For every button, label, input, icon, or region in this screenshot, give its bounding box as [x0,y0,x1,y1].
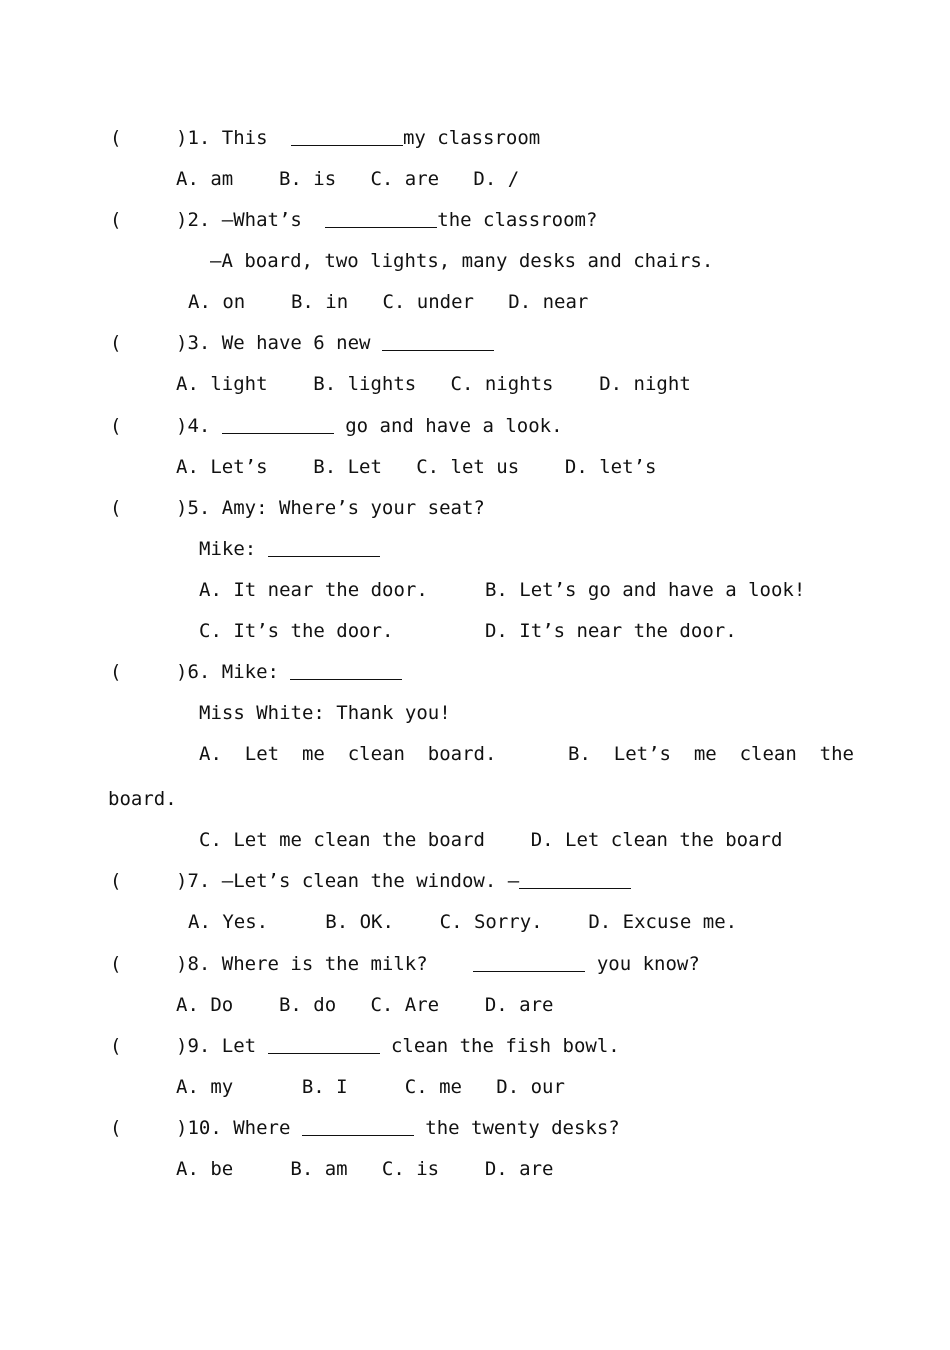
answer-paren: ( [110,1117,122,1139]
answer-paren: ( [110,415,122,437]
answer-blank[interactable] [519,870,631,889]
question-5: )5. Amy: Where’s your seat? [176,497,485,519]
answer-blank[interactable] [291,127,403,146]
answer-blank[interactable] [473,953,585,972]
question-1-options: A. am B. is C. are D. / [176,168,520,190]
question-8: )8. Where is the milk? you know? [176,953,700,975]
question-5-options-b: C. It’s the door. D. It’s near the door. [199,620,737,642]
question-8-options: A. Do B. do C. Are D. are [176,994,554,1016]
answer-paren: ( [110,497,122,519]
answer-blank[interactable] [290,661,402,680]
question-6-option-b: B. Let’s me clean the [568,743,854,765]
question-6-response: Miss White: Thank you! [199,702,451,724]
answer-paren: ( [110,953,122,975]
answer-paren: ( [110,209,122,231]
answer-blank[interactable] [302,1117,414,1136]
answer-blank[interactable] [222,415,334,434]
answer-paren: ( [110,332,122,354]
answer-paren: ( [110,1035,122,1057]
question-6-option-b-wrap: board. [108,788,177,810]
question-2-answer-line: —A board, two lights, many desks and chairs. [210,250,714,272]
question-6: )6. Mike: [176,660,402,684]
question-6-options-cd: C. Let me clean the board D. Let clean the board [199,829,783,851]
question-7: )7. —Let’s clean the window. — [176,869,631,893]
answer-blank[interactable] [325,209,437,228]
question-7-options: A. Yes. B. OK. C. Sorry. D. Excuse me. [188,911,738,933]
question-2: )2. —What’s the classroom? [176,209,598,231]
question-2-options: A. on B. in C. under D. near [188,291,589,313]
answer-blank[interactable] [382,332,494,351]
question-4-options: A. Let’s B. Let C. let us D. let’s [176,456,657,478]
question-5-options-a: A. It near the door. B. Let’s go and have a look! [199,579,806,601]
question-3-options: A. light B. lights C. nights D. night [176,373,691,395]
question-5-prompt: Mike: [199,537,380,561]
answer-paren: ( [110,870,122,892]
question-4: )4. go and have a look. [176,415,563,437]
question-9-options: A. my B. I C. me D. our [176,1076,565,1098]
question-6-option-a: A. Let me clean board. [199,743,497,765]
question-3: )3. We have 6 new [176,331,494,355]
question-10-options: A. be B. am C. is D. are [176,1158,554,1180]
answer-blank[interactable] [268,1035,380,1054]
question-1: )1. This my classroom [176,127,541,149]
answer-paren: ( [110,661,122,683]
answer-blank[interactable] [268,538,380,557]
answer-paren: ( [110,127,122,149]
question-10: )10. Where the twenty desks? [176,1117,620,1139]
question-9: )9. Let clean the fish bowl. [176,1035,620,1057]
